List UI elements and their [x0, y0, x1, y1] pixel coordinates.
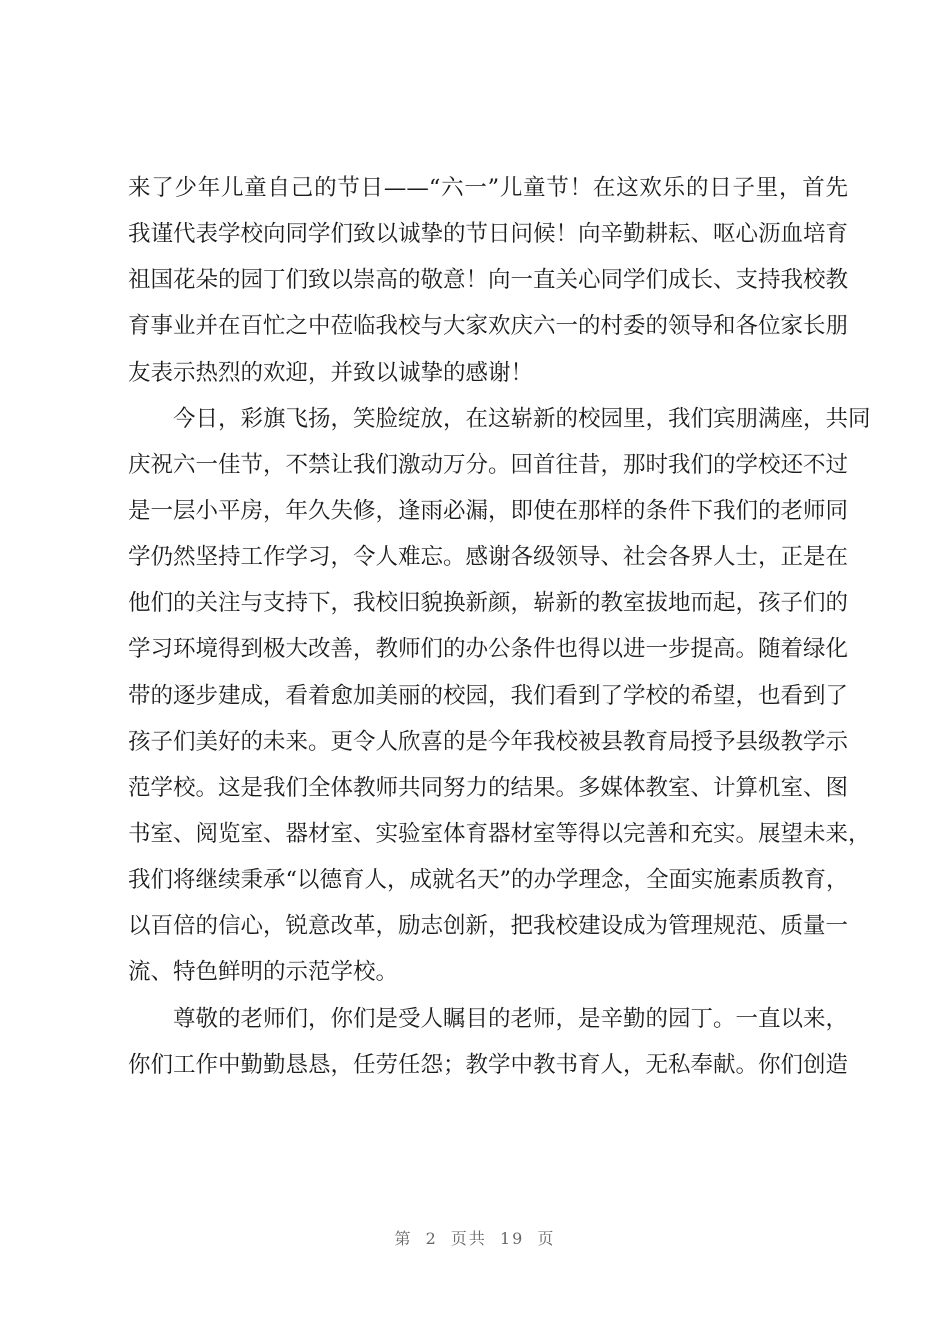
text-line: 来了少年儿童自己的节日——“六一”儿童节！在这欢乐的日子里，首先	[128, 175, 848, 201]
text-line: 学习环境得到极大改善，教师们的办公条件也得以进一步提高。随着绿化	[128, 636, 849, 663]
text-line: 你们工作中勤勤恳恳，任劳任怨；教学中教书育人，无私奉献。你们创造	[128, 1051, 849, 1078]
paragraph	[128, 396, 871, 996]
text-line: 流、特色鲜明的示范学校。	[128, 959, 399, 986]
text-line: 带的逐步建成，看着愈加美丽的校园，我们看到了学校的希望，也看到了	[128, 682, 849, 709]
text-line: 尊敬的老师们，你们是受人瞩目的老师，是辛勤的园丁。一直以来，	[173, 1005, 849, 1032]
text-line: 庆祝六一佳节，不禁让我们激动万分。回首往昔，那时我们的学校还不过	[128, 451, 849, 478]
page-footer: 第 2 页共 19 页	[394, 1229, 556, 1248]
text-line: 友表示热烈的欢迎，并致以诚挚的感谢！	[128, 359, 534, 386]
text-line: 祖国花朵的园丁们致以崇高的敬意！向一直关心同学们成长、支持我校教	[128, 267, 849, 294]
text-line: 育事业并在百忙之中莅临我校与大家欢庆六一的村委的领导和各位家长朋	[128, 313, 849, 340]
text-line: 范学校。这是我们全体教师共同努力的结果。多媒体教室、计算机室、图	[128, 774, 849, 801]
text-line: 今日，彩旗飞扬，笑脸绽放，在这崭新的校园里，我们宾朋满座，共同	[173, 405, 871, 432]
text-line: 以百倍的信心，锐意改革，励志创新，把我校建设成为管理规范、质量一	[128, 913, 849, 940]
text-line: 孩子们美好的未来。更令人欣喜的是今年我校被县教育局授予县级教学示	[128, 728, 849, 755]
text-line: 我谨代表学校向同学们致以诚挚的节日问候！向辛勤耕耘、呕心沥血培育	[128, 221, 849, 248]
text-line: 是一层小平房，年久失修，逢雨必漏，即使在那样的条件下我们的老师同	[128, 497, 849, 524]
paragraph	[128, 996, 848, 1088]
document-body	[128, 165, 871, 1088]
paragraph	[128, 165, 848, 396]
text-line: 书室、阅览室、器材室、实验室体育器材室等得以完善和充实。展望未来，	[128, 820, 871, 847]
text-line: 学仍然坚持工作学习，令人难忘。感谢各级领导、社会各界人士，正是在	[128, 544, 849, 571]
text-line: 我们将继续秉承“以德育人，成就名天”的办学理念，全面实施素质教育，	[128, 867, 849, 894]
text-line: 他们的关注与支持下，我校旧貌换新颜，崭新的教室拔地而起，孩子们的	[128, 590, 849, 617]
